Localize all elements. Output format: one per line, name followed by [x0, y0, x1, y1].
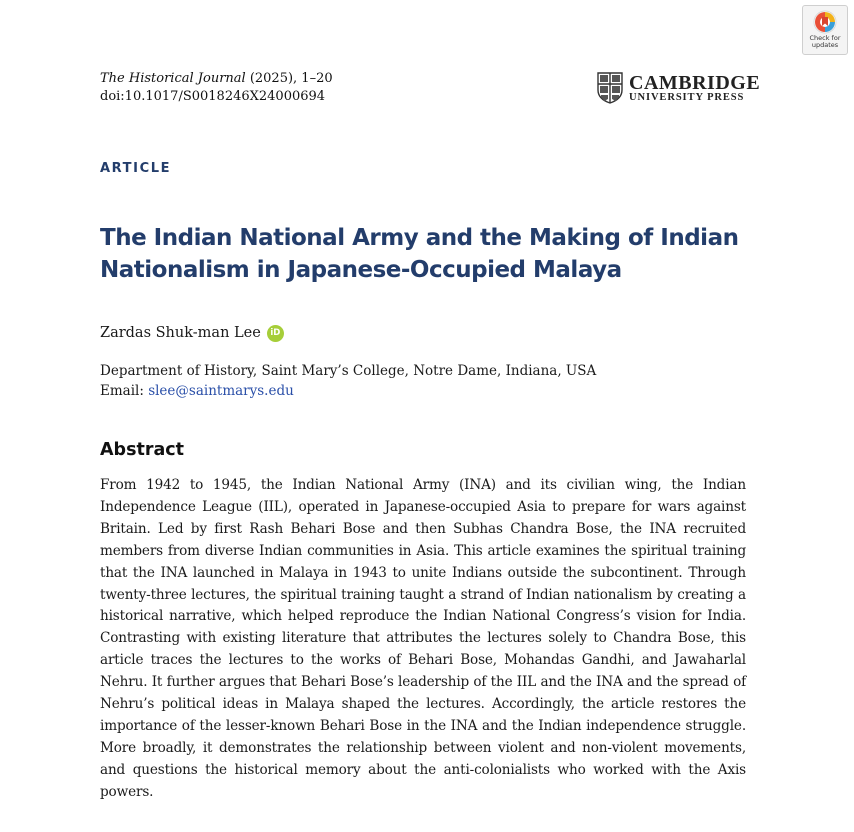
publisher-logo [597, 72, 761, 106]
journal-citation [100, 70, 333, 106]
abstract-text: From 1942 to 1945, the Indian National Army (INA) and its civilian wing, the Indian Independence League (IIL), operated in Japanese-occupied Asia to prepare for wars against Britain. Led by first Rash Behari Bose and then Subhas Chandra Bose, the INA recruited members from diverse Indian communities in Asia. This article examines the spiritual training that the INA launched in Malaya in 1943 to unite Indians outside the subcontinent. Through twenty-three lectures, the spiritual training taught a strand of Indian nationalism by creating a historical narrative, which helped reproduce the Indian National Congress’s vision for India. Contrasting with existing literature that attributes the lectures solely to Chandra Bose, this article traces the lectures to the works of Behari Bose, Mohandas Gandhi, and Jawaharlal Nehru. It further argues that Behari Bose’s leadership of the IIL and the INA and the spread of Nehru’s political ideas in Malaya shaped the lectures. Accordingly, the article restores the importance of the lesser-known Behari Bose in the INA and the Indian independence struggle. More broadly, it demonstrates the relationship between violent and non-violent movements, and questions the historical memory about the anti-colonialists who worked with the Axis powers. [100, 477, 746, 800]
doi[interactable]: doi:10.1017/S0018246X24000694 [100, 89, 326, 104]
article-title: The Indian National Army and the Making of Indian Nationalism in Japanese-Occupied Malaya [100, 225, 739, 283]
email-link[interactable]: slee@saintmarys.edu [148, 383, 294, 399]
journal-name: The Historical Journal [100, 71, 246, 86]
abstract-heading: Abstract [100, 440, 185, 460]
cambridge-shield-icon [597, 72, 623, 104]
crossmark-icon [813, 10, 837, 34]
check-for-updates-badge[interactable] [802, 5, 848, 55]
affiliation-department: Department of History, Saint Mary’s College, Notre Dame, Indiana, USA [100, 363, 597, 379]
journal-year-pages: (2025), 1–20 [245, 71, 333, 86]
article-type-label: ARTICLE [100, 161, 172, 176]
email-label: Email: [100, 383, 149, 399]
author-line [100, 323, 284, 343]
publisher-sub: UNIVERSITY PRESS [629, 92, 745, 103]
publisher-name: CAMBRIDGE [629, 72, 761, 94]
affiliation-block [100, 361, 596, 401]
badge-label-line1: Check for [809, 34, 841, 42]
badge-label-line2: updates [811, 41, 839, 49]
orcid-icon[interactable]: iD [267, 325, 284, 342]
author-name[interactable]: Zardas Shuk-man Lee [100, 325, 261, 341]
